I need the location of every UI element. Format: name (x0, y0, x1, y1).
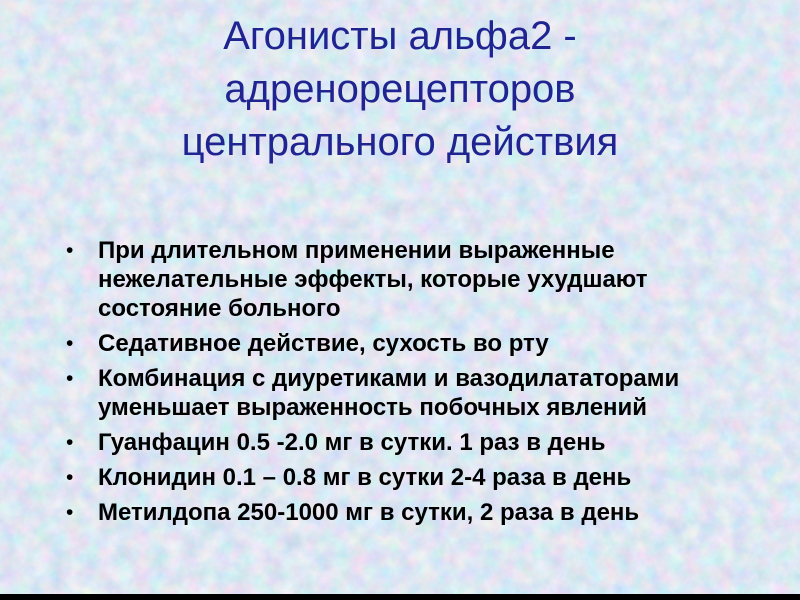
bullet-item (40, 463, 770, 492)
bullet-item (40, 498, 770, 527)
bullet-text: При длительном применении выраженные нежелательные эффекты, которые ухудшают состояние больного (98, 237, 648, 322)
bullet-text: Седативное действие, сухость во рту (98, 330, 549, 357)
bullet-item (40, 236, 770, 323)
slide-title (30, 10, 770, 169)
bullet-dot-icon: • (66, 501, 74, 524)
bullet-item (40, 428, 770, 457)
bullet-text: Клонидин 0.1 – 0.8 мг в сутки 2-4 раза в день (98, 464, 632, 491)
slide-title-line: адренорецепторов (224, 67, 576, 111)
bullet-text: Комбинация с диуретиками и вазодилататорами уменьшает выраженность побочных явлений (98, 365, 680, 421)
bullet-list (40, 236, 770, 527)
bullet-dot-icon: • (66, 367, 74, 390)
bullet-dot-icon: • (66, 239, 74, 262)
bullet-item (40, 364, 770, 422)
slide-title-line: Агонисты альфа2 - (223, 14, 577, 58)
bullet-dot-icon: • (66, 431, 74, 454)
bullet-dot-icon: • (66, 466, 74, 489)
bottom-black-bar (0, 594, 800, 600)
bullet-text: Метилдопа 250-1000 мг в сутки, 2 раза в день (98, 499, 640, 526)
slide-title-line: центрального действия (181, 120, 619, 164)
bullet-text: Гуанфацин 0.5 -2.0 мг в сутки. 1 раз в день (98, 429, 606, 456)
bullet-dot-icon: • (66, 332, 74, 355)
bullet-item (40, 329, 770, 358)
